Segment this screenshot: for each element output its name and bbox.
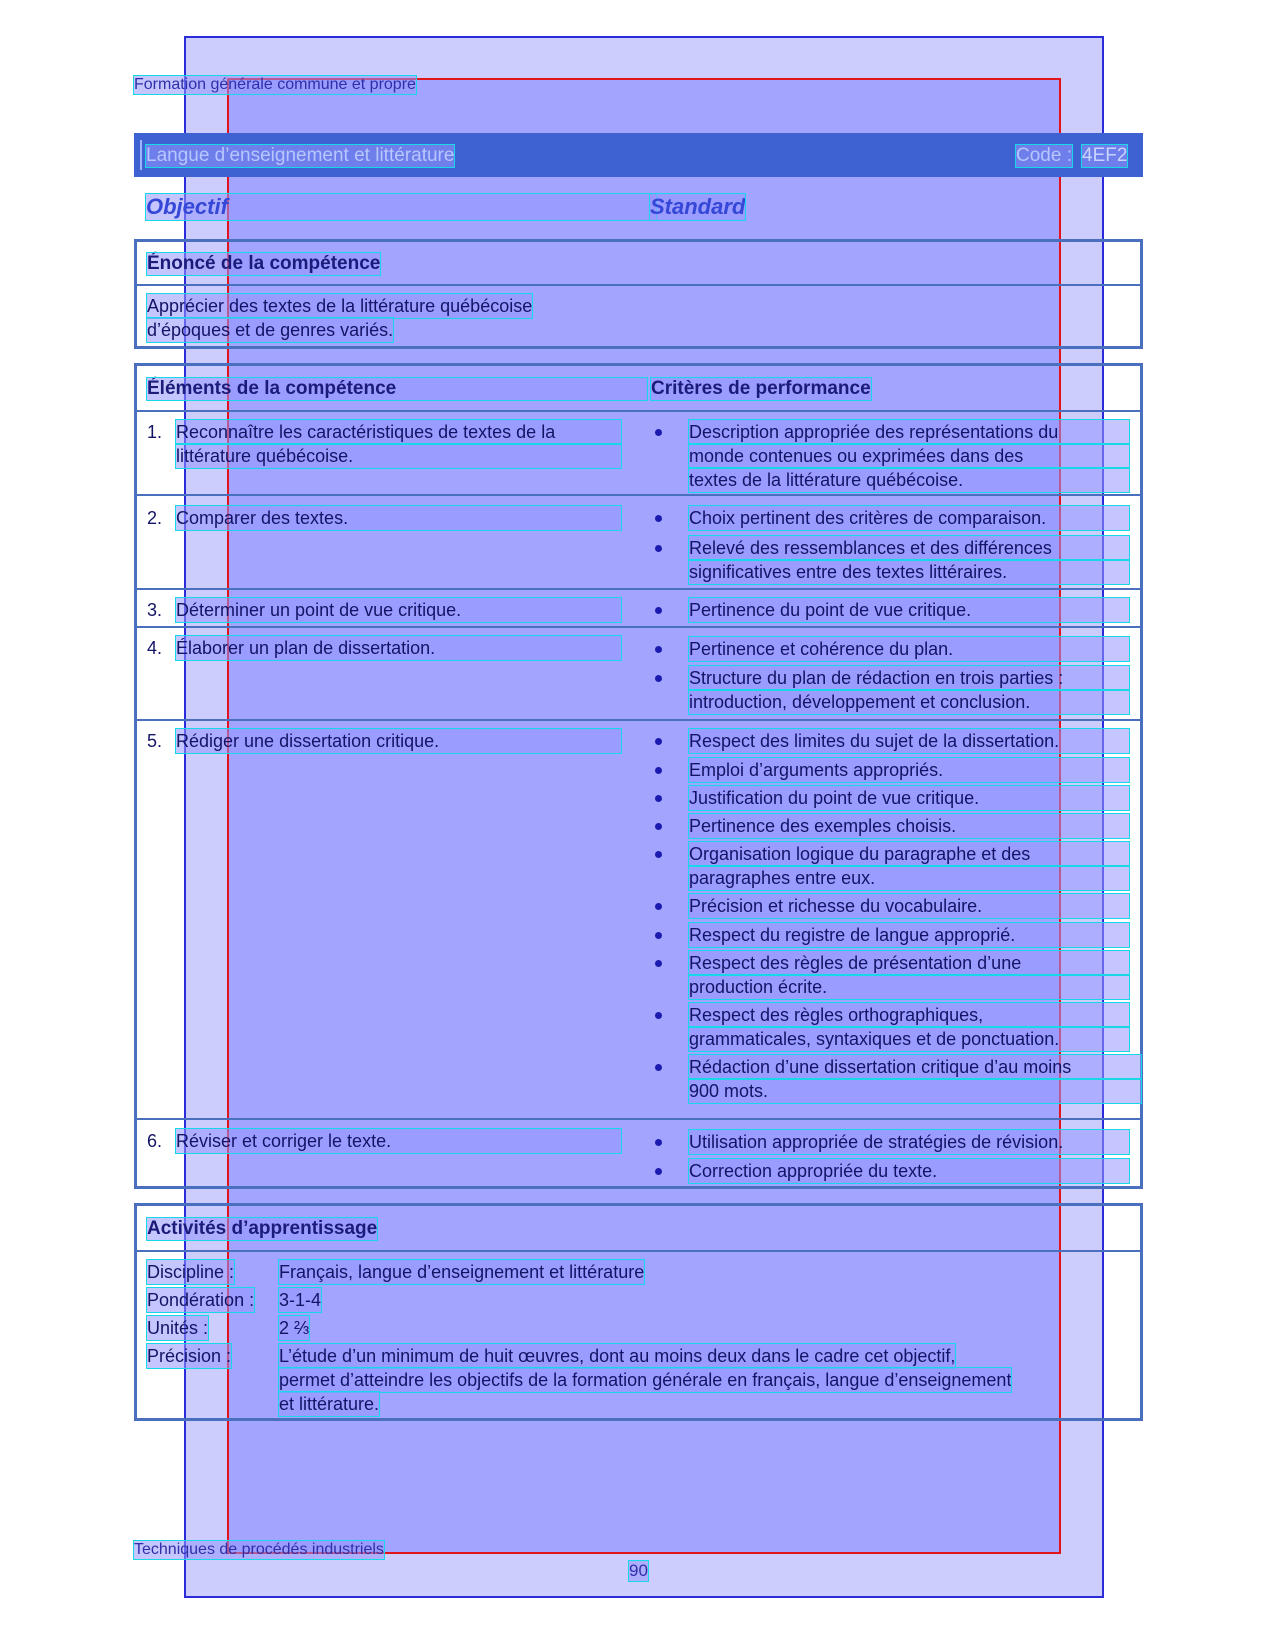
bullet-icon xyxy=(655,545,662,552)
criterion-line: significatives entre des textes littéraires. xyxy=(689,560,1129,584)
criterion-line: paragraphes entre eux. xyxy=(689,866,1129,890)
discipline-label: Discipline : xyxy=(147,1262,235,1282)
title-bar xyxy=(134,133,1143,177)
row-divider xyxy=(137,626,1140,628)
bullet-icon xyxy=(655,960,662,967)
criterion-line: Description appropriée des représentations du xyxy=(689,420,1129,444)
running-header: Formation générale commune et propre xyxy=(134,76,416,93)
discipline-value: Français, langue d’enseignement et littérature xyxy=(279,1262,645,1282)
criterion-line: Pertinence et cohérence du plan. xyxy=(689,637,1129,661)
criterion xyxy=(689,842,1129,890)
criterion-line: Correction appropriée du texte. xyxy=(689,1159,1129,1183)
code-value: 4EF2 xyxy=(1082,145,1128,166)
activites-header-row xyxy=(137,1206,1140,1252)
criterion-line: textes de la littérature québécoise. xyxy=(689,468,1129,492)
bullet-icon xyxy=(655,1168,662,1175)
criterion xyxy=(689,951,1129,999)
criterion xyxy=(689,420,1129,492)
element-text: Rédiger une dissertation critique. xyxy=(176,729,621,753)
criterion-line: Relevé des ressemblances et des différences xyxy=(689,536,1129,560)
criterion-line: grammaticales, syntaxiques et de ponctuation. xyxy=(689,1027,1129,1051)
bullet-icon xyxy=(655,1064,662,1071)
course-title: Langue d’enseignement et littérature xyxy=(146,145,455,166)
criterion-line: Respect des limites du sujet de la dissertation. xyxy=(689,729,1129,753)
criterion xyxy=(689,923,1129,947)
page-number: 90 xyxy=(629,1561,648,1580)
bullet-icon xyxy=(655,515,662,522)
element-number: 4. xyxy=(147,638,163,658)
element-text: Reconnaître les caractéristiques de textes de la xyxy=(176,420,621,444)
objectif-heading: Objectif xyxy=(146,194,656,220)
criterion xyxy=(689,598,1129,622)
criterion-line: Respect des règles de présentation d’une xyxy=(689,951,1129,975)
criterion-line: Pertinence du point de vue critique. xyxy=(689,598,1129,622)
precision-line-1: L’étude d’un minimum de huit œuvres, dont au moins deux dans le cadre cet objectif, xyxy=(279,1346,956,1366)
bullet-icon xyxy=(655,738,662,745)
elements-header: Éléments de la compétence xyxy=(147,378,647,400)
criterion xyxy=(689,758,1129,782)
element-text: littérature québécoise. xyxy=(176,444,621,468)
enonce-header: Énoncé de la compétence xyxy=(147,253,381,274)
criterion xyxy=(689,786,1129,810)
criterion xyxy=(689,666,1129,714)
bullet-icon xyxy=(655,607,662,614)
elements-panel xyxy=(134,363,1143,1189)
bullet-icon xyxy=(655,932,662,939)
criterion-line: Emploi d’arguments appropriés. xyxy=(689,758,1129,782)
criterion-line: Précision et richesse du vocabulaire. xyxy=(689,894,1129,918)
criterion-line: Choix pertinent des critères de comparaison. xyxy=(689,506,1129,530)
unites-label: Unités : xyxy=(147,1318,209,1338)
criterion xyxy=(689,1159,1129,1183)
activites-header: Activités d’apprentissage xyxy=(147,1218,378,1239)
criterion-line: monde contenues ou exprimées dans des xyxy=(689,444,1129,468)
criterion xyxy=(689,1055,1141,1103)
criterion-line: Respect du registre de langue approprié. xyxy=(689,923,1129,947)
row-divider xyxy=(137,494,1140,496)
criteres-header: Critères de performance xyxy=(651,378,871,399)
criterion xyxy=(689,814,1129,838)
criterion xyxy=(689,1130,1129,1154)
activites-panel xyxy=(134,1203,1143,1421)
criterion xyxy=(689,536,1129,584)
enonce-panel xyxy=(134,239,1143,349)
bullet-icon xyxy=(655,1139,662,1146)
criterion-line: Structure du plan de rédaction en trois parties : xyxy=(689,666,1129,690)
code-label: Code : xyxy=(1016,145,1072,166)
criterion xyxy=(689,729,1129,753)
bullet-icon xyxy=(655,851,662,858)
element-number: 3. xyxy=(147,600,163,620)
footer-program-name: Techniques de procédés industriels xyxy=(134,1541,384,1558)
criterion xyxy=(689,894,1129,918)
precision-line-3: et littérature. xyxy=(279,1394,380,1414)
bullet-icon xyxy=(655,1012,662,1019)
bullet-icon xyxy=(655,767,662,774)
criterion-line: Organisation logique du paragraphe et des xyxy=(689,842,1129,866)
criterion-line: Respect des règles orthographiques, xyxy=(689,1003,1129,1027)
element-number: 2. xyxy=(147,508,163,528)
title-bar-rule xyxy=(140,140,142,170)
row-divider xyxy=(137,1118,1140,1120)
criterion-line: Pertinence des exemples choisis. xyxy=(689,814,1129,838)
criterion-line: Justification du point de vue critique. xyxy=(689,786,1129,810)
precision-line-2: permet d’atteindre les objectifs de la formation générale en français, langue d’enseignement xyxy=(279,1370,1012,1390)
elements-header-row xyxy=(137,366,1140,412)
criterion-line: Rédaction d’une dissertation critique d’au moins xyxy=(689,1055,1141,1079)
precision-label: Précision : xyxy=(147,1346,232,1366)
element-text: Déterminer un point de vue critique. xyxy=(176,598,621,622)
enonce-header-row xyxy=(137,242,1140,286)
bullet-icon xyxy=(655,903,662,910)
bullet-icon xyxy=(655,823,662,830)
criterion xyxy=(689,506,1129,530)
element-number: 1. xyxy=(147,422,163,442)
standard-heading: Standard xyxy=(650,194,746,219)
bullet-icon xyxy=(655,795,662,802)
enonce-text-line-1: Apprécier des textes de la littérature québécoise xyxy=(147,296,533,316)
element-text: Réviser et corriger le texte. xyxy=(176,1129,621,1153)
criterion xyxy=(689,637,1129,661)
enonce-text-line-2: d’époques et de genres variés. xyxy=(147,320,394,340)
element-number: 5. xyxy=(147,731,163,751)
ponderation-label: Pondération : xyxy=(147,1290,255,1310)
criterion-line: production écrite. xyxy=(689,975,1129,999)
criterion xyxy=(689,1003,1129,1051)
bullet-icon xyxy=(655,429,662,436)
row-divider xyxy=(137,588,1140,590)
element-number: 6. xyxy=(147,1131,163,1151)
criterion-line: Utilisation appropriée de stratégies de révision. xyxy=(689,1130,1129,1154)
bullet-icon xyxy=(655,675,662,682)
criterion-line: 900 mots. xyxy=(689,1079,1141,1103)
element-text: Élaborer un plan de dissertation. xyxy=(176,636,621,660)
row-divider xyxy=(137,719,1140,721)
element-text: Comparer des textes. xyxy=(176,506,621,530)
criterion-line: introduction, développement et conclusion. xyxy=(689,690,1129,714)
bullet-icon xyxy=(655,646,662,653)
unites-value: 2 ⅔ xyxy=(279,1318,310,1338)
ponderation-value: 3-1-4 xyxy=(279,1290,322,1310)
